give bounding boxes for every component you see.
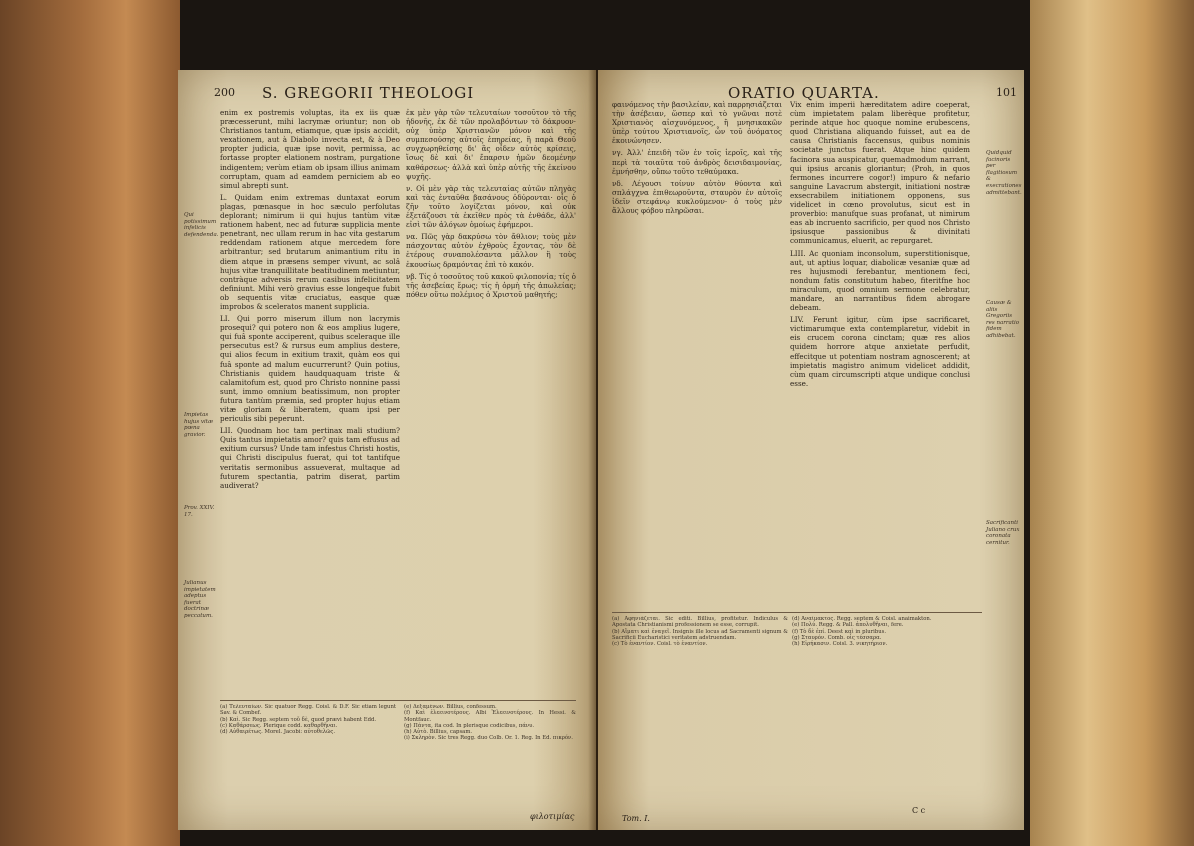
right-book-edge <box>1030 0 1194 846</box>
footnote: (h) Εἰρήκασιν. Coisl. 3. νικητήριον. <box>792 641 888 648</box>
footnote: (b) Καὶ. Sic Regg. septem τοῦ δὲ, quod prævi habent Edd. <box>220 716 377 723</box>
margin-note: Qui potissimum infelicis defendenda. <box>184 212 219 238</box>
right-latin-column <box>790 100 970 605</box>
footnote: (c) Καθάρσεως. Plerique codd. καθαρθῆναι. <box>220 722 338 729</box>
footnote: (h) Αὐτὸ. Billius, capsam. <box>404 729 473 736</box>
greek-paragraph: φαινόμενος τὴν βασιλείαν, καὶ παρρησιάζεται τὴν ἀσέβειαν, ὥσπερ καὶ τὸ γνῶναι ποτὲ Χριστιανὸς αἰσχυνόμενος, ἢ μνησικακῶν ὑπὲρ τούτου Χριστιανοῖς, ὧν τοῦ ὀνόματος ἐκοινώνησεν. <box>612 100 782 146</box>
margin-note: Prov. XXIV. 17. <box>184 505 215 518</box>
greek-paragraph: νγ. Ἀλλ' ἐπειδὴ τῶν ἐν τοῖς ἱεροῖς, καὶ τῆς περὶ τὰ τοιαῦτα τοῦ ἀνδρὸς δεισιδαιμονίας, ἐμνήσθην, οὔπω τοῦτο τεθαύμακα. <box>612 148 782 176</box>
left-running-head: S. GREGORII THEOLOGI <box>262 84 475 102</box>
greek-paragraph: ν. Οἱ μὲν γὰρ τὰς τελευταίας αὐτῶν πληγὰς καὶ τὰς ἐνταῦθα βασάνους ὀδύρονται· οἷς ὁ ζῆν τοῦτο λογίζεται μόνον, καὶ οὐκ ἐξετάζουσι τὰ ἐκεῖθεν πρὸς τὰ ἐνθάδε, ἀλλ' εἰσὶ τῶν ἀλόγων ὁμοίως ἐφήμεροι. <box>406 183 576 230</box>
latin-paragraph: LI. Qui porro miserum illum non lacrymis prosequi? qui potero non & eos amplius lugere, qui fuâ sponte acciperent, quibus sceleraque ille persecutus est? & rursus eum amplius destere, qui alios fecum in exitium traxit, quàm eos qui fuâ sponte ad malum eucurrerunt? Quin potius, Christianis quidem haudquaquam triste & calamitofum est, quod pro Christo nonnine passi sunt, immo omnium beatissimum, non propter futura tantùm præmia, sed propter hujus etiam vitæ gloriam & liberatem, quam ipsi per periculis sibi peperunt. <box>220 314 400 424</box>
greek-paragraph: να. Πῶς γὰρ δακρύσω τὸν ἄθλιον; τοὺς μὲν πάσχοντας αὐτὸν ἐχθροὺς ἔχοντας, τὸν δὲ ἑτέρους συναπολέσαντα μᾶλλον ἢ τοὺς ἑκουσίως δραμόντας ἐπὶ τὸ κακόν. <box>406 232 576 269</box>
footnote: (g) Πάντα, ita cod. In plerisque codicibus, πάνυ. <box>404 722 535 729</box>
footnote: (c) Τὸ ἐναντίον. Coisl. τὸ ἐναντίον. <box>612 641 708 648</box>
right-running-head: ORATIO QUARTA. <box>728 84 880 102</box>
footnote: (g) Σταυρόν. Comb. οἷς τέσσαρα. <box>792 634 882 641</box>
greek-paragraph: νδ. Λέγουσι τοίνυν αὐτὸν θύοντα καὶ σπλάγχνα ἐπιθεωροῦντα, σταυρὸν ἐν αὐτοῖς ἰδεῖν στεφάνῳ κυκλούμενον· ὁ τοὺς μὲν ἄλλους φόβου πληρῶσαι. <box>612 178 782 216</box>
margin-note: Causæ & aliis Gregoriis res narratio fidem adhibebat. <box>986 300 1020 339</box>
footnote: (f) Καὶ ἐλεεινοτέρους. Albi Ἐλεεινοτέρους. In Hessi. & Montfauc. <box>404 710 576 723</box>
left-page-number: 200 <box>214 86 235 99</box>
latin-paragraph: Vix enim imperii hæreditatem adire coeperat, cùm impietatem palam liberèque profitetur, perinde atque hoc quoque nomine erubescens, quod Christiana aliquando fuisset, aut ea de causa Christianis faccensus, quibus nominis societate junctus fuerat. Atque hinc quidem facinora sua auspicatur, quemadmodum narrant, qui ipsius arcanis gloriantur; (Proh, in quos fermones incurrere cogor!) impuro & nefario sanguine Lavacrum abstergit, initiationi nostræ exsecrabilem initiationem opponens, sus videlicet in cœno provolutus, sicut est in proverbio: manufque suas profanat, ut nimirum eas ab incruento sacrificio, per quod nos Christo ipsiusque passionibus & divinitati communicamus, eluerit, ac repurgaret. <box>790 100 970 246</box>
footnote-rule <box>612 612 982 613</box>
left-book-edge <box>0 0 180 846</box>
left-footnotes-b <box>404 704 576 812</box>
footnote: (d) Ἀναίμακτος. Regg. septem & Coisl. anaimakton. <box>792 616 932 622</box>
footnote: (d) Αὐθαιρέτως. Morel. Jacobi: αὐτοθελῶς. <box>220 729 336 736</box>
right-footnotes-b <box>792 616 972 806</box>
gathering-mark: C c <box>912 806 926 815</box>
latin-paragraph: L. Quidam enim extremas duntaxat eorum plagas, pœnasque in hoc sæculo perfolutas deplorant; nimirum ii qui hujus tantùm vitæ rationem habent, nec ad futuræ supplicia mente penetrant, nec ullam rerum in hac vita gestarum reddendam rationem atque mercedem fore arbitrantur; sed brutarum animantium ritu in diem atque in præsens semper vivunt, ac solâ hujus vitæ tranquillitate beatitudinem metiuntur, contràque adversis rerum casibus infelicitatem definiunt. Mihi verò gravius esse longeque fubit ob sequentis vitæ cruciatus, easque quæ improbos & sceleratos manent supplicia. <box>220 192 400 311</box>
footnote: (a) Ἀφηνιάζεται. Sic editi. Billius, profitetur. Indiculus & Apostata Christianismi professionem se esse, corrupit. <box>612 616 788 629</box>
footnote: (e) Δεξαμένων. Billius, confessum. <box>404 704 497 710</box>
footnote: (f) Τὸ δὲ ἐπί. Deest καὶ in pluribus. <box>792 628 887 635</box>
footnote: (i) Σκληρὸν. Sic tres Regg. duo Colb. Or. 1. Reg. In Ed. πικρόν. <box>404 735 573 742</box>
right-footnotes-a <box>612 616 788 812</box>
margin-note: Julianus impietatem adeptus fuerat doctrinæ peccatum. <box>184 580 216 619</box>
footnote: (b) Αἵματι καὶ ἐναγεῖ. Insignis ille locus ad Sacramenti signum & Sacrificii Eucharistici veritatem adstruendam. <box>612 628 788 641</box>
footnote-rule <box>220 700 576 701</box>
left-greek-column <box>406 108 576 673</box>
greek-paragraph: ἐκ μὲν γὰρ τῶν τελευταίων τοσοῦτον τὸ τῆς ἡδονῆς, ἐκ δὲ τῶν προλαβόντων τὸ δάκρυον· οὐχ ὑπὲρ Χριστιανῶν μόνον καὶ τῆς συμπεσούσης αὐτοῖς ἐπηρείας, ἢ παρὰ Θεοῦ συγχωρηθείσης δι' ἃς οἶδεν αὐτὸς κρίσεις, ἴσως δὲ καὶ δι' ἔπαρσιν ἡμῶν δεομένην καθάρσεως· ἀλλὰ καὶ ὑπὲρ αὐτῆς τῆς ἐκείνου ψυχῆς. <box>406 108 576 181</box>
right-greek-column <box>612 100 782 630</box>
left-latin-column <box>220 108 400 698</box>
greek-paragraph: νβ. Τίς ὁ τοσοῦτος τοῦ κακοῦ φιλοπονία; τίς ὁ τῆς ἀσεβείας ἔρως; τίς ἡ ὁρμὴ τῆς ἀπωλείας; πόθεν οὕτω πολέμιος ὁ Χριστοῦ μαθητής; <box>406 271 576 299</box>
latin-paragraph: LIII. Ac quoniam inconsolum, superstitionisque, aut, ut aptius loquar, diabolicæ vesaniæ quæ ad res hujusmodi ferebantur, mentionem feci, nondum fatis constitutum habeo, fiteritfne hoc miraculum, quod omnium sermone celebratur, mandare, an narrantibus fidem abrogare debeam. <box>790 248 970 313</box>
latin-paragraph: enim ex postremis voluptas, ita ex iis quæ præcesserunt, mihi lacrymæ oriuntur; non ob Christianos tantum, etiamque, quæ ipsis accidit, vexationem, aut à Diabolo invecta est, & à Deo propter judicia, quæ ipse novit, permissa, ac fortasse propter elationem nostram, purgatione indigentem; verùm etiam ob ipsam illius animam corruptam, quam ad eamdem perniciem ab eo simul abrepti sunt. <box>220 108 400 190</box>
margin-note: Impietas hujus vitæ pœna gravior. <box>184 412 214 438</box>
margin-note: Quidquid facinoris per flagitiosum & execrationes admittebant. <box>986 150 1022 196</box>
latin-paragraph: LIV. Ferunt igitur, cùm ipse sacrificaret, victimarumque exta contemplaretur, videbit in eis crucem corona cinctam; quæ res alios quidem horrore atque anxietate perfudit, effecitque ut potentiam nostram agnoscerent; at impietatis magistro animum videlicet addidit, cùm quam circumscripti atque undique conclusi esse. <box>790 315 970 388</box>
latin-paragraph: LII. Quodnam hoc tam pertinax mali studium? Quis tantus impietatis amor? quis tam effusus ad exitium cursus? Unde tam infestus Christi hostis, qui Christi discipulus fuerat, qui tot tantifque veritatis sermonibus assueverat, multaque ad futurem spectantia, patrim diserat, partim audiverat? <box>220 426 400 490</box>
catchword: φιλοτιμίας <box>530 812 575 821</box>
footnote: (e) Πολύ. Regg. & Pall. ἀπολυθῆναι, fere. <box>792 622 904 629</box>
margin-note: Sacrificanti Juliano crux coronata cernitur. <box>986 520 1020 546</box>
right-page-number: 101 <box>996 86 1017 99</box>
left-footnotes-a <box>220 704 396 812</box>
volume-signature: Tom. I. <box>622 814 650 823</box>
footnote: (a) Τελευταίων. Sic quatuor Regg. Coisl. & D.F. Sic etiam legunt Sav. & Combef. <box>220 704 396 717</box>
